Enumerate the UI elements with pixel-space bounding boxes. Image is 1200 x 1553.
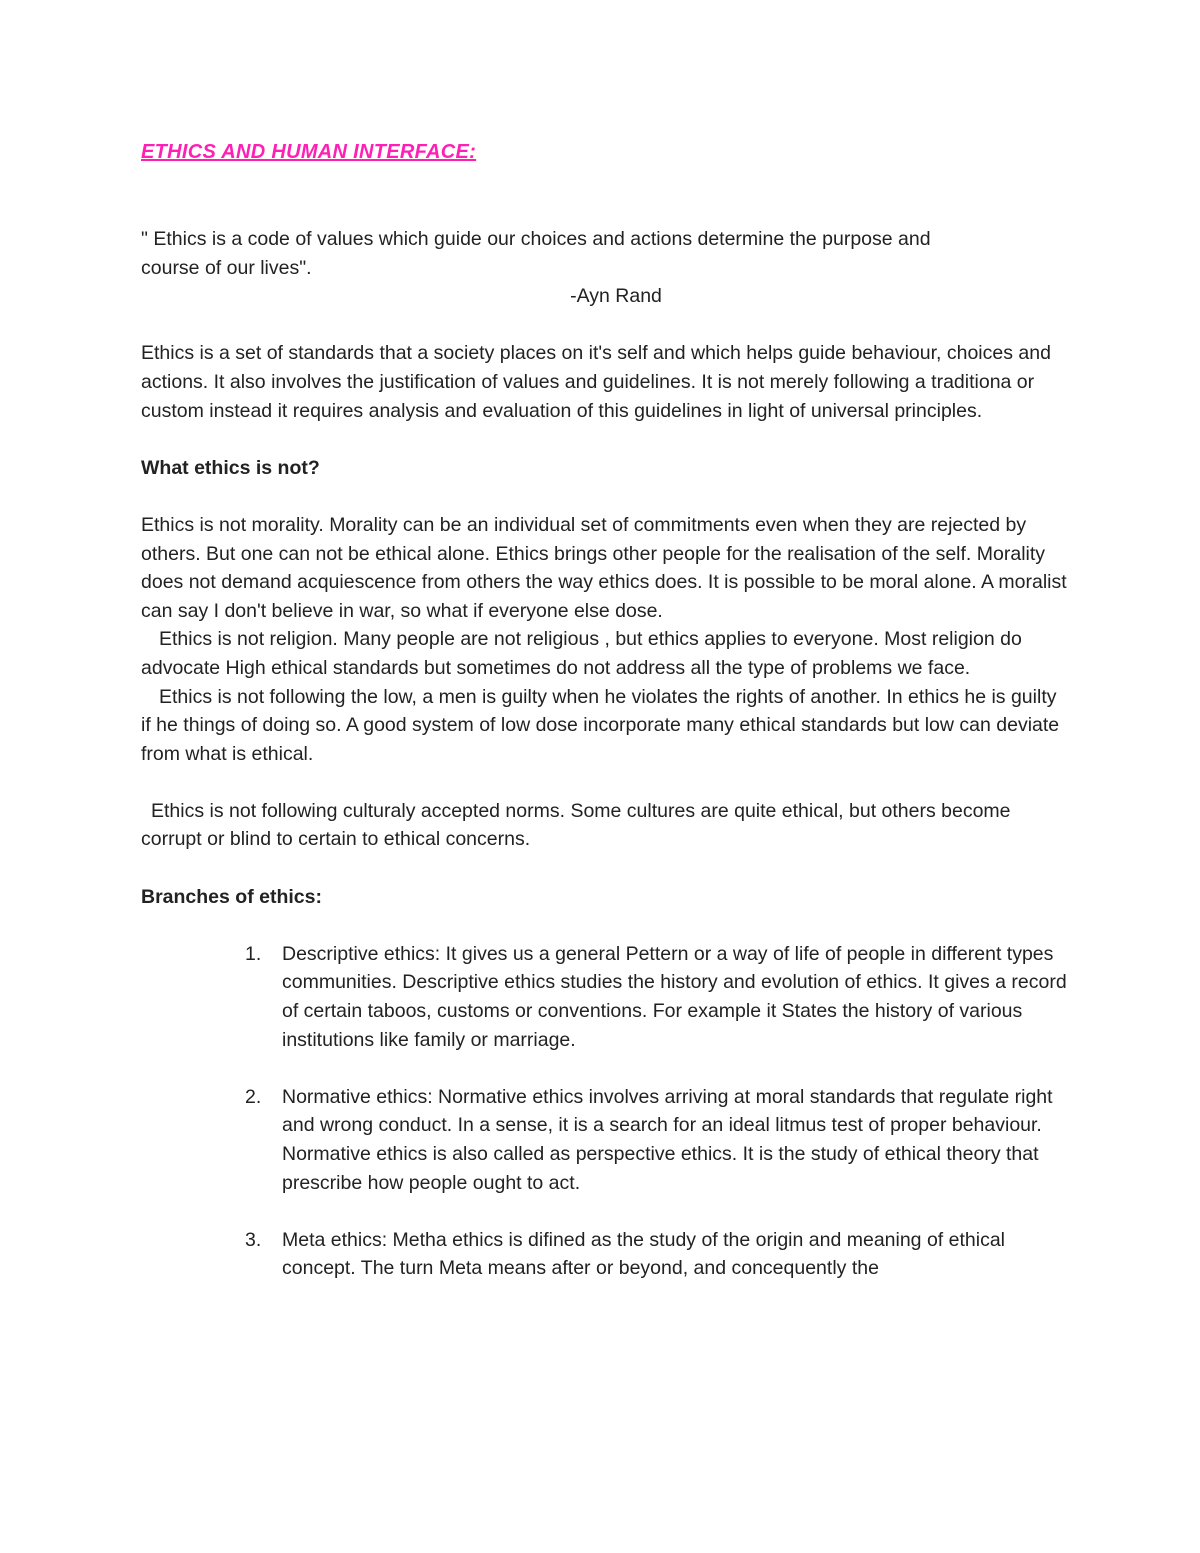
opening-quote: [141, 225, 1071, 311]
list-item-number: 1.: [245, 942, 262, 965]
paragraph-not-culture: Ethics is not following culturaly accepted norms. Some cultures are quite ethical, but others become corrupt or blind to certain to ethical concerns.: [141, 799, 1011, 851]
quote-attribution: -Ayn Rand: [570, 285, 662, 308]
section-heading-branches: Branches of ethics:: [141, 885, 322, 908]
intro-paragraph: Ethics is a set of standards that a society places on it's self and which helps guide behaviour, choices and actions. It also involves the justification of values and guidelines. It is not merely following a traditiona or custom instead it requires analysis and evaluation of this guidelines in light of universal principles.: [141, 342, 1051, 422]
quote-line: " Ethics is a code of values which guide our choices and actions determine the purpose and: [141, 228, 931, 250]
list-item-number: 2.: [245, 1085, 262, 1108]
list-item-text: Descriptive ethics: It gives us a general Pettern or a way of life of people in different types communities. Descriptive ethics studies the history and evolution of ethics. It gives a record of certain taboos, customs or conventions. For example it States the history of various institutions like family or marriage.: [282, 942, 1067, 1051]
list-item: [141, 940, 1071, 1054]
document-title: ETHICS AND HUMAN INTERFACE:: [141, 141, 477, 163]
list-item: [141, 1083, 1071, 1197]
paragraph-not-religion: Ethics is not religion. Many people are not religious , but ethics applies to everyone. Most religion do advocate High ethical standards but sometimes do not address all the type of problems we face.: [141, 628, 1022, 679]
document-page: [141, 138, 1071, 1312]
branches-list: [141, 940, 1071, 1283]
section-heading-what-ethics-is-not: What ethics is not?: [141, 456, 320, 479]
list-item-text: Meta ethics: Metha ethics is difined as the study of the origin and meaning of ethical concept. The turn Meta means after or beyond, and concequently the: [282, 1228, 1005, 1280]
list-item: [141, 1226, 1071, 1283]
paragraph-not-morality: Ethics is not morality. Morality can be an individual set of commitments even when they are rejected by others. But one can not be ethical alone. Ethics brings other people for the realisation of the self. Morality does not demand acquiescence from others the way ethics does. It is possible to be moral alone. A moralist can say I don't believe in war, so what if everyone else dose.: [141, 513, 1067, 622]
list-item-number: 3.: [245, 1228, 262, 1251]
paragraph-not-law: Ethics is not following the low, a men is guilty when he violates the rights of another. In ethics he is guilty if he things of doing so. A good system of low dose incorporate many ethical standards but low can deviate from what is ethical.: [141, 685, 1060, 765]
quote-line: course of our lives".: [141, 256, 312, 279]
list-item-text: Normative ethics: Normative ethics involves arriving at moral standards that regulate right and wrong conduct. In a sense, it is a search for an ideal litmus test of proper behaviour. Normative ethics is also called as perspective ethics. It is the study of ethical theory that prescribe how people ought to act.: [282, 1085, 1053, 1194]
